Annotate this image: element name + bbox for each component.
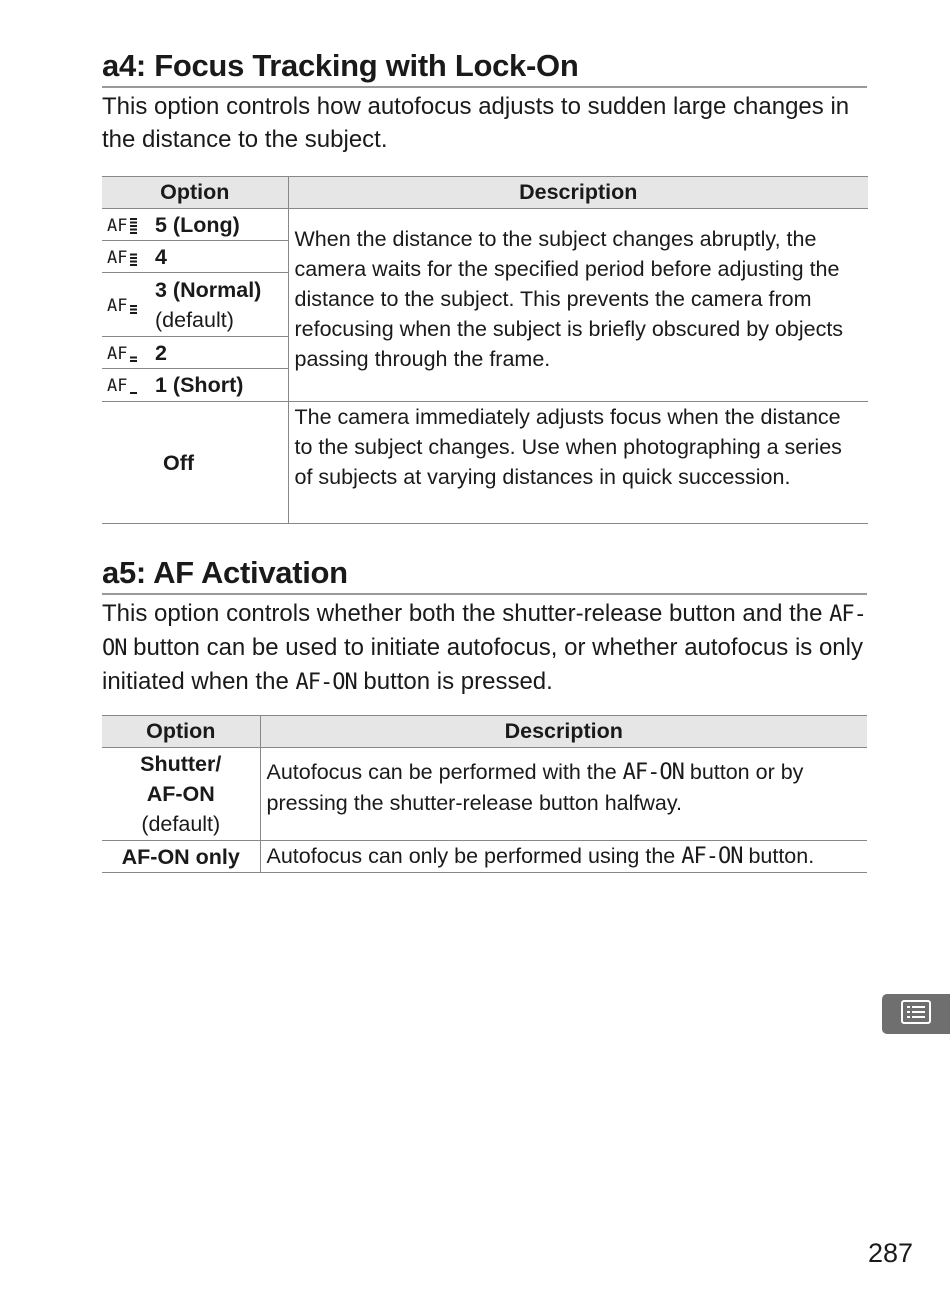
svg-text:AF: AF xyxy=(107,343,128,363)
option-label: 4 xyxy=(155,244,167,269)
af-lock-on-1-icon xyxy=(102,375,155,395)
default-note: (default) xyxy=(155,307,234,332)
af-on-button-label: AF-ON xyxy=(295,670,357,695)
a4-option-table xyxy=(102,176,868,524)
intro-text: This option controls whether both the shutter-release button and the xyxy=(102,600,830,627)
table-header-row xyxy=(102,716,867,748)
intro-text: button is pressed. xyxy=(356,668,553,695)
option-cell xyxy=(102,369,288,402)
section-intro-a5 xyxy=(102,597,867,699)
option-cell xyxy=(102,209,288,241)
header-option: Option xyxy=(102,177,288,209)
option-label: 5 (Long) xyxy=(155,212,240,237)
af-lock-on-5-icon xyxy=(102,215,155,235)
af-on-button-label: AF-ON xyxy=(681,844,743,869)
option-label: AF-ON only xyxy=(121,844,240,869)
table-row xyxy=(102,748,867,841)
option-label: 3 (Normal) xyxy=(155,277,262,302)
description-text: button. xyxy=(742,844,815,868)
description-text: Autofocus can be performed with the xyxy=(266,759,623,784)
svg-text:AF: AF xyxy=(107,376,128,395)
af-lock-on-4-icon xyxy=(102,247,155,267)
section-a4 xyxy=(102,48,867,156)
section-title-a4: a4: Focus Tracking with Lock-On xyxy=(102,48,867,88)
option-cell xyxy=(102,273,288,337)
option-label: AF-ON xyxy=(146,782,215,806)
header-description: Description xyxy=(260,716,867,748)
header-option: Option xyxy=(102,716,260,748)
default-note: (default) xyxy=(141,812,221,836)
svg-text:AF: AF xyxy=(107,247,128,267)
option-cell xyxy=(102,241,288,273)
description-text: Autofocus can only be performed using the xyxy=(266,844,682,868)
menu-section-tab[interactable] xyxy=(882,994,950,1034)
option-description xyxy=(260,841,867,873)
af-on-button-label: AF-ON xyxy=(622,759,684,785)
svg-text:AF: AF xyxy=(107,295,128,315)
off-description: The camera immediately adjusts focus when the distance to the subject changes. Use when photographing a series of subjects at varying distances in quick succession. xyxy=(288,402,868,524)
table-header-row xyxy=(102,177,868,209)
intro-text: button can be used to initiate autofocus, or whether autofocus is only initiated when the xyxy=(102,634,863,695)
option-label: Shutter/ xyxy=(140,752,222,776)
header-description: Description xyxy=(288,177,868,209)
page-number: 287 xyxy=(868,1238,914,1268)
section-intro-a4: This option controls how autofocus adjusts to sudden large changes in the distance to the subject. xyxy=(102,93,850,153)
option-description xyxy=(260,748,867,841)
af-lock-on-3-icon xyxy=(102,295,155,315)
option-cell xyxy=(102,748,260,841)
table-row xyxy=(102,402,868,524)
table-row xyxy=(102,209,868,241)
option-label: 2 xyxy=(155,340,167,365)
section-title-a5: a5: AF Activation xyxy=(102,555,867,595)
shared-description: When the distance to the subject changes abruptly, the camera waits for the specified period before adjusting the distance to the subject. This prevents the camera from refocusing when the subject is briefly obscured by objects passing through the frame. xyxy=(288,209,868,402)
option-label-off: Off xyxy=(163,450,195,475)
af-lock-on-2-icon xyxy=(102,343,155,363)
option-cell xyxy=(102,841,260,873)
description-text: button or by pressing the shutter-release button halfway. xyxy=(266,759,804,815)
af-on-button-label: AF-ON xyxy=(102,602,866,661)
section-a5 xyxy=(102,555,867,699)
option-cell xyxy=(102,337,288,369)
option-label: 1 (Short) xyxy=(155,373,244,397)
a5-option-table xyxy=(102,715,867,873)
option-cell xyxy=(102,402,288,524)
menu-list-icon xyxy=(901,1000,931,1029)
table-row xyxy=(102,841,867,873)
svg-text:AF: AF xyxy=(107,215,128,235)
